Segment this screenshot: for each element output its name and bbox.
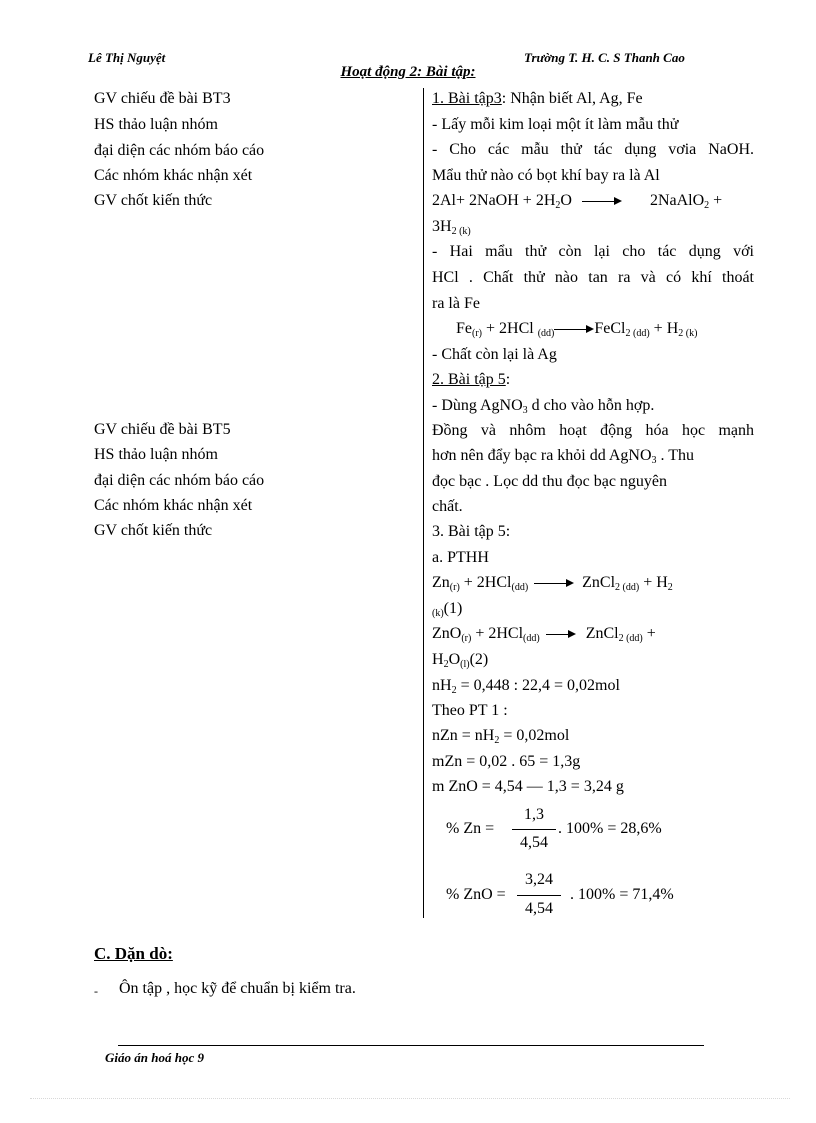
- eq-state: 2 (dd): [625, 328, 650, 339]
- reaction-arrow: [546, 634, 574, 635]
- eq-text: + H: [649, 320, 679, 337]
- eq-text: - Dùng AgNO: [432, 397, 523, 414]
- equation-4-cont: [432, 650, 488, 670]
- eq-text: + H: [639, 574, 668, 591]
- equation-3-cont: [432, 599, 462, 619]
- eq-text: +: [709, 192, 723, 209]
- eq-text: + 2HCl: [482, 320, 538, 337]
- fraction-result: . 100% = 28,6%: [558, 820, 662, 837]
- answer-line: [432, 446, 694, 466]
- eq-text: hơn nên đẩy bạc ra khỏi dd AgNO: [432, 447, 652, 464]
- eq-state: 2 (k): [678, 328, 698, 339]
- answer-line: ra là Fe: [432, 295, 480, 312]
- eq-text: (2): [469, 651, 489, 668]
- eq-state: (r): [449, 582, 460, 593]
- exercise-1-heading: [432, 89, 643, 109]
- answer-line: - Lấy mỗi kim loại một ít làm mẫu thử: [432, 116, 679, 133]
- eq-text: ZnCl: [585, 625, 619, 642]
- equation-3: [432, 573, 673, 593]
- header-school: Trường T. H. C. S Thanh Cao: [524, 50, 685, 65]
- eq-text: H: [432, 651, 444, 668]
- fraction-bar: [512, 829, 556, 830]
- eq-state: 2 (dd): [618, 633, 643, 644]
- answer-line: Mẩu thử nào có bọt khí bay ra là Al: [432, 167, 660, 184]
- exercise-2-title: 2. Bài tập 5: [432, 371, 506, 388]
- eq-text: nZn = nH: [432, 727, 495, 744]
- footer-text: Giáo án hoá học 9: [105, 1050, 204, 1065]
- header-author: Lê Thị Nguyệt: [88, 50, 166, 65]
- eq-state: 2: [443, 659, 449, 670]
- footer-rule: [118, 1045, 704, 1046]
- eq-text: (1): [443, 600, 463, 617]
- eq-text: = 0,02mol: [499, 727, 570, 744]
- answer-line: đọc bạc . Lọc dd thu đọc bạc nguyên: [432, 473, 668, 490]
- answer-line: chất.: [432, 498, 463, 515]
- eq-state: (dd): [523, 633, 540, 644]
- activity-line: GV chốt kiến thức: [94, 192, 213, 209]
- equation-1: 2Al+ 2NaOH + $2H_2O$ 2NaAlO$_2$ +: [432, 192, 723, 211]
- exercise-1-task: : Nhận biết Al, Ag, Fe: [501, 90, 643, 107]
- activity-line: HS thảo luận nhóm: [94, 116, 218, 133]
- answer-line: a. PTHH: [432, 549, 489, 566]
- eq-state: 3: [651, 455, 657, 466]
- exercise-1-title: 1. Bài tập3: [432, 90, 502, 107]
- eq-state: (dd): [511, 582, 529, 593]
- page-bottom-border: [30, 1098, 790, 1099]
- calc-line: mZn = 0,02 . 65 = 1,3g: [432, 753, 581, 770]
- equation-4: [432, 624, 656, 644]
- eq-state: (dd): [537, 328, 555, 339]
- eq-text: = 0,448 : 22,4 = 0,02mol: [456, 677, 620, 694]
- fraction-numerator: 1,3: [524, 806, 544, 823]
- fraction-numerator: 3,24: [525, 871, 553, 888]
- eq-text: Zn: [432, 574, 450, 591]
- eq-text: . Thu: [656, 447, 695, 464]
- eq-state: (r): [472, 328, 482, 339]
- equation-1-cont: $3H_2$ $_{(k)}$: [432, 218, 471, 237]
- exercise-3-title: 3. Bài tập 5:: [432, 523, 511, 540]
- fraction-result: . 100% = 71,4%: [570, 886, 674, 903]
- activity-line: đại diện các nhóm báo cáo: [94, 472, 265, 489]
- eq-text: + 2HCl: [459, 574, 512, 591]
- eq-state: 3: [522, 405, 528, 416]
- answer-line: Đồng và nhôm hoạt động hóa học mạnh: [432, 422, 754, 439]
- calc-line: [432, 726, 569, 746]
- reaction-arrow: [582, 201, 620, 202]
- fraction-label: % ZnO =: [446, 886, 506, 903]
- eq-text: O: [560, 192, 572, 209]
- answer-line: [432, 396, 654, 416]
- eq-text: d cho vào hỗn hợp.: [527, 397, 655, 414]
- equation-2: [456, 319, 697, 339]
- eq-state: (k): [456, 226, 471, 237]
- calc-line: [432, 676, 620, 696]
- activity-line: Các nhóm khác nhận xét: [94, 167, 253, 184]
- answer-line: - Cho các mẫu thử tác dụng vơia NaOH.: [432, 141, 754, 158]
- answer-line: - Chất còn lại là Ag: [432, 346, 557, 363]
- fraction-denominator: 4,54: [525, 900, 553, 917]
- eq-text: ZnCl: [582, 574, 616, 591]
- exercise-2-heading: [432, 370, 510, 390]
- activity-line: đại diện các nhóm báo cáo: [94, 142, 265, 159]
- activity-line: GV chiếu đề bài BT3: [94, 90, 231, 107]
- calc-line: Theo PT 1 :: [432, 702, 508, 719]
- eq-text: 3H: [432, 218, 452, 235]
- eq-state: 2: [451, 685, 457, 696]
- eq-text: ZnO: [432, 625, 462, 642]
- activity-line: Các nhóm khác nhận xét: [94, 497, 253, 514]
- eq-text: Fe: [456, 320, 472, 337]
- column-divider: [423, 88, 424, 918]
- reaction-arrow: [554, 329, 592, 330]
- page-title: Hoạt động 2: Bài tập:: [340, 64, 476, 80]
- eq-text: nH: [432, 677, 452, 694]
- eq-text: 2NaAlO: [649, 192, 705, 209]
- eq-text: +: [642, 625, 656, 642]
- eq-state: (r): [461, 633, 472, 644]
- calc-line: m ZnO = 4,54 — 1,3 = 3,24 g: [432, 778, 624, 795]
- section-heading: C. Dặn dò:: [94, 944, 173, 963]
- eq-text: :: [505, 371, 511, 388]
- activity-line: HS thảo luận nhóm: [94, 446, 218, 463]
- eq-state: (k): [432, 608, 444, 619]
- eq-text: + 2HCl: [471, 625, 524, 642]
- fraction-label: % Zn =: [446, 820, 495, 837]
- bullet-dash: -: [94, 984, 98, 998]
- eq-state: (l): [460, 659, 470, 670]
- eq-text: FeCl: [594, 320, 626, 337]
- eq-state: 2: [494, 735, 500, 746]
- fraction-bar: [517, 895, 561, 896]
- reaction-arrow: [534, 583, 572, 584]
- answer-line: - Hai mẩu thử còn lại cho tác dụng với: [432, 243, 754, 260]
- answer-line: HCl . Chất thử nào tan ra và có khí thoát: [432, 269, 754, 286]
- eq-state: 2: [667, 582, 673, 593]
- activity-line: GV chiếu đề bài BT5: [94, 421, 231, 438]
- activity-line: GV chốt kiến thức: [94, 522, 213, 539]
- homework-text: Ôn tập , học kỹ để chuẩn bị kiểm tra.: [119, 980, 356, 997]
- eq-text: 2Al+ 2NaOH + 2H: [432, 192, 556, 209]
- eq-text: O: [448, 651, 461, 668]
- eq-state: 2 (dd): [615, 582, 640, 593]
- fraction-denominator: 4,54: [520, 834, 548, 851]
